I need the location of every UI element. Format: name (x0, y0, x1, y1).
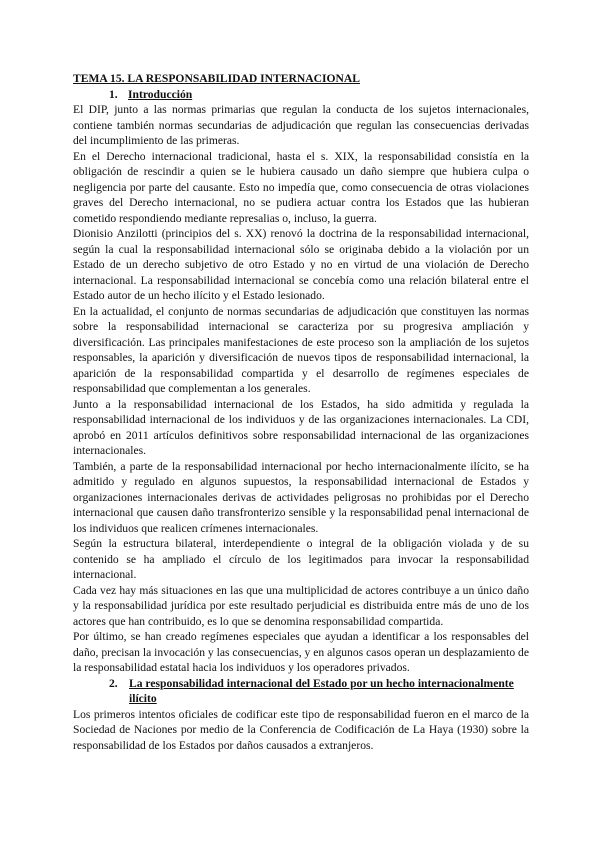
section-title: La responsabilidad internacional del Estado por un hecho internacionalmente ilícito (129, 676, 514, 705)
paragraph: Cada vez hay más situaciones en las que una multiplicidad de actores contribuye a un único daño y la responsabilidad jurídica por este resultado perjudicial es distribuida entre más de uno de los actores que han contribuido, es lo que se denomina responsabilidad compartida. (73, 583, 529, 628)
paragraph: Junto a la responsabilidad internacional de los Estados, ha sido admitida y regulada la responsabilidad internacional de los individuos y de las organizaciones internacionales. La CDI, aprobó en 2011 artículos definitivos sobre responsabilidad internacional de las organizaciones internacionales. (73, 397, 529, 457)
paragraph: En el Derecho internacional tradicional, hasta el s. XIX, la responsabilidad consistía en la obligación de rescindir a quien se le hubiera causado un daño siempre que hubiera culpa o negligencia por parte del causante. Esto no impedía que, como consecuencia de otras violaciones graves del Derecho internacional, no se pudiera actuar contra los Estados que las hubieran cometido respondiendo mediante represalias o, incluso, la guerra. (73, 149, 529, 225)
paragraph: El DIP, junto a las normas primarias que regulan la conducta de los sujetos internacionales, contiene también normas secundarias de adjudicación que regulan las consecuencias derivadas del incumplimiento de las primeras. (73, 103, 529, 147)
document-title: TEMA 15. LA RESPONSABILIDAD INTERNACIONAL (73, 72, 360, 85)
paragraph: Según la estructura bilateral, interdependiente o integral de la obligación violada y de su contenido se ha ampliado el círculo de los legitimados para invocar la responsabilidad internacional. (73, 537, 529, 581)
section-number: 2. (109, 676, 118, 690)
paragraph: Los primeros intentos oficiales de codificar este tipo de responsabilidad fueron en el marco de la Sociedad de Naciones por medio de la Conferencia de Codificación de La Haya (1930) sobre la responsabilidad de los Estados por daños causados a extranjeros. (73, 707, 529, 752)
paragraph: Por último, se han creado regímenes especiales que ayudan a identificar a los responsables del daño, precisan la invocación y las consecuencias, y en algunos casos operan un desplazamiento de la responsabilidad estatal hacia los individuos y los operadores privados. (73, 630, 529, 674)
section-heading-responsabilidad-estado (73, 676, 529, 707)
section-number: 1. (109, 87, 118, 101)
document-page (73, 71, 529, 753)
paragraph: En la actualidad, el conjunto de normas secundarias de adjudicación que constituyen las normas sobre la responsabilidad internacional se caracteriza por su progresiva ampliación y diversificación. Las principales manifestaciones de este proceso son la ampliación de los sujetos responsables, la aparición y diversificación de nuevos tipos de responsabilidad internacional, la aparición de la responsabilidad compartida y el desarrollo de regímenes especiales de responsabilidad que complementan a los generales. (73, 304, 529, 395)
section-heading-introduccion (73, 87, 529, 103)
paragraph: Dionisio Anzilotti (principios del s. XX) renovó la doctrina de la responsabilidad internacional, según la cual la responsabilidad internacional sólo se originaba debido a la violación por un Estado de un derecho subjetivo de otro Estado y no en virtud de una violación de Derecho internacional. La responsabilidad internacional se concebía como una relación bilateral entre el Estado autor de un hecho ilícito y el Estado lesionado. (73, 227, 529, 302)
section-title: Introducción (128, 87, 193, 101)
paragraph: También, a parte de la responsabilidad internacional por hecho internacionalmente ilícito, se ha admitido y regulado en algunos supuestos, la responsabilidad internacional de Estados y organizaciones internacionales derivas de actividades peligrosas no prohibidas por el Derecho internacional que causen daño transfronterizo sensible y la responsabilidad penal internacional de los individuos que realicen crímenes internacionales. (73, 459, 529, 535)
